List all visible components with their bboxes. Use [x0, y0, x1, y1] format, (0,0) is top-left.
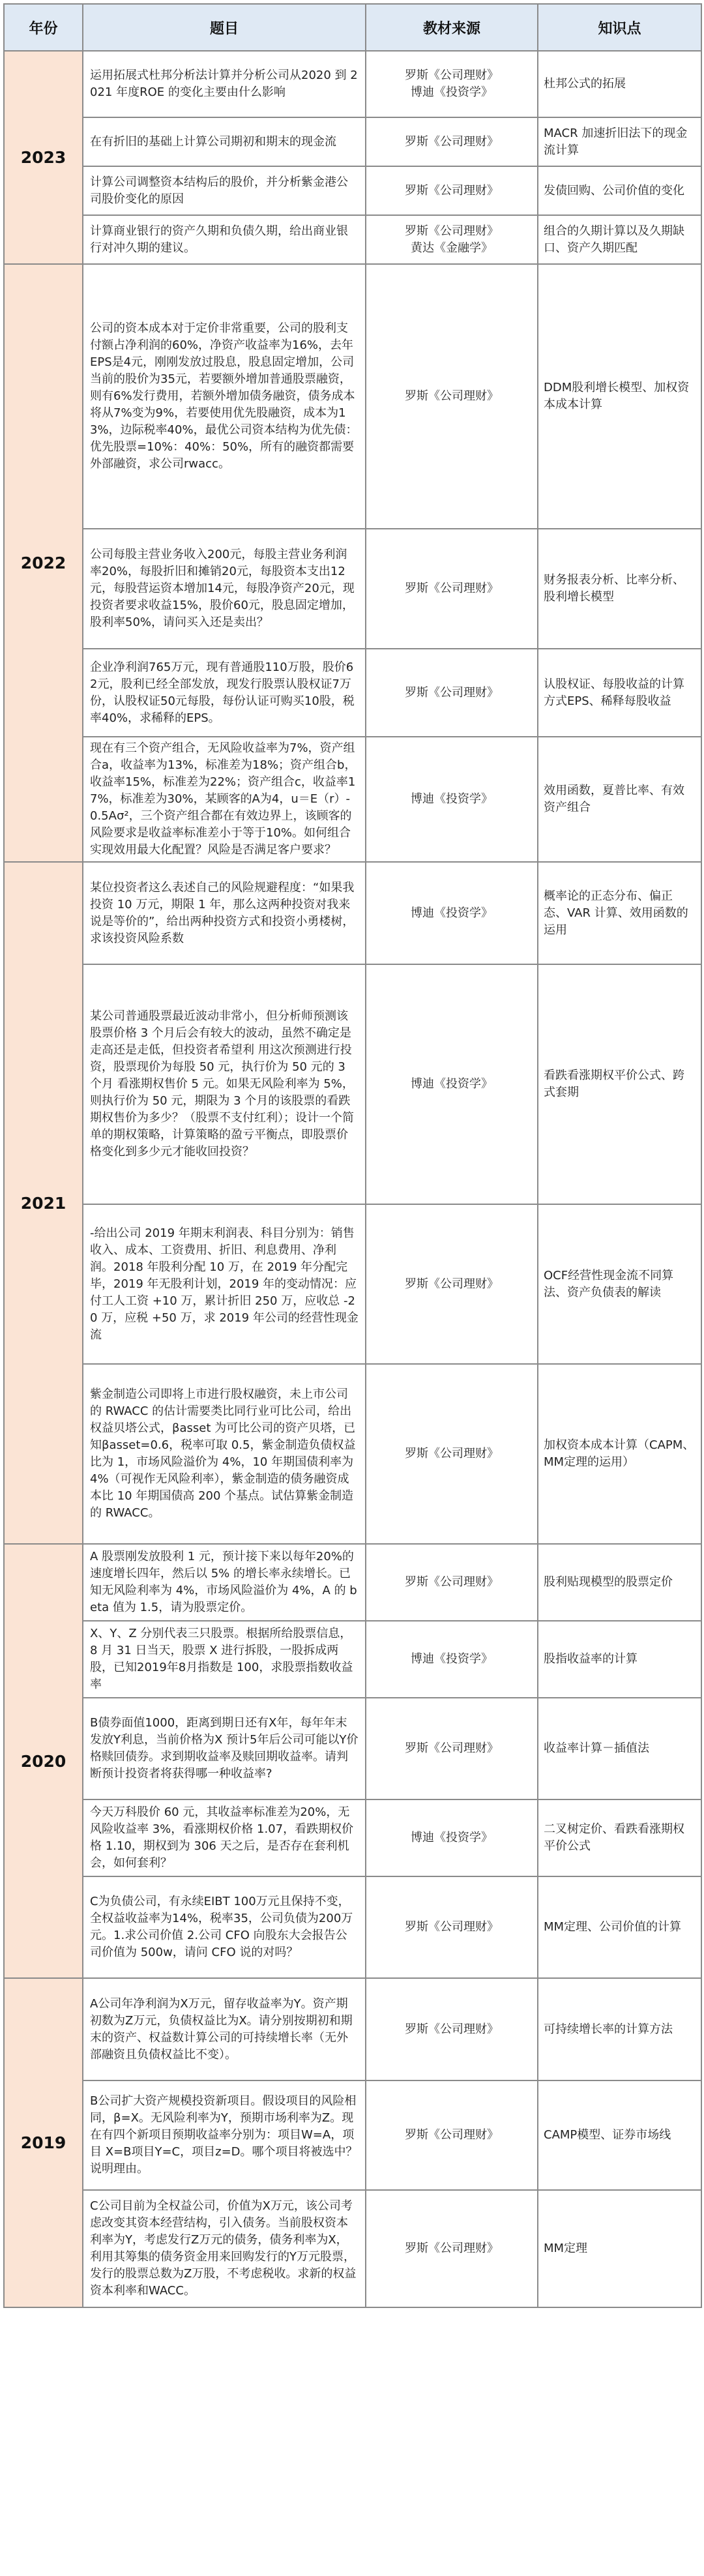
question-cell: 运用拓展式杜邦分析法计算并分析公司从2020 到 2021 年度ROE 的变化主要由什么影响 [83, 51, 366, 117]
source-book: 博迪《投资学》 [411, 1652, 493, 1666]
source-book: 罗斯《公司理财》 [405, 582, 499, 595]
source-book: 博迪《投资学》 [411, 906, 493, 920]
knowledge-cell: 发债回购、公司价值的变化 [538, 166, 701, 215]
table-row [4, 649, 701, 737]
year-cell: 2022 [4, 264, 83, 862]
source-book: 罗斯《公司理财》 [405, 134, 499, 149]
table-row [4, 117, 701, 166]
knowledge-cell: CAMP模型、证券市场线 [538, 2080, 701, 2190]
table-row [4, 964, 701, 1204]
table-row [4, 2080, 701, 2190]
knowledge-cell: OCF经营性现金流不同算法、资产负债表的解读 [538, 1204, 701, 1364]
table-row [4, 2190, 701, 2307]
question-cell: 企业净利润765万元，现有普通股110万股，股价62元，股利已经全部发放，现发行股票认股权证7万份，认股权证50元每股，每份认证可购买10股，税率40%，求稀释的EPS。 [83, 649, 366, 737]
source-book: 罗斯《公司理财》 [405, 224, 499, 238]
question-cell: -给出公司 2019 年期末利润表、科目分别为：销售收入、成本、工资费用、折旧、利息费用、净利润。2018 年股利分配 10 万，在 2019 年分配完毕，2019 年无股利计划，2019 年的变动情况：应付工人工资 +10 万，累计折旧 250 万，应收总 -20 万，应税 +50 万，求 2019 年公司的经营性现金流 [83, 1204, 366, 1364]
knowledge-cell: 财务报表分析、比率分析、股利增长模型 [538, 529, 701, 649]
source-book: 罗斯《公司理财》 [405, 1741, 499, 1755]
table-body [4, 51, 701, 2307]
question-cell: 某公司普通股票最近波动非常小，但分析师预测该股票价格 3 个月后会有较大的波动，虽然不确定是走高还是走低，但投资者希望利 用这次预测进行投资，股票现价为每股 50 元，执行价为 50 元的 3 个月 看涨期权售价 5 元。如果无风险利率为 5%，则执行价为 50 元，期限为 3 个月的该股票的看跌期权售价为多少？（股票不支付红利）；设计一个简单的期权策略，计算策略的盈亏平衡点，即股票价格变化到多少元才能收回投资？ [83, 964, 366, 1204]
source-cell [366, 166, 538, 215]
knowledge-cell: 认股权证、每股收益的计算方式EPS、稀释每股收益 [538, 649, 701, 737]
source-book: 博迪《投资学》 [411, 1831, 493, 1844]
source-cell [366, 2080, 538, 2190]
question-cell: 紫金制造公司即将上市进行股权融资，未上市公司的 RWACC 的估计需要类比同行业可比公司，给出权益贝塔公式，βasset 为可比公司的资产贝塔，已知βasset=0.6，税率可取 0.5，紫金制造负债权益比为 1，市场风险溢价为 4%，10 年期国债利率为 4%（可视作无风险利率），紫金制造的债务融资成本比 10 年期国债高 200 个基点。试估算紫金制造的 RWACC。 [83, 1364, 366, 1544]
header-year: 年份 [4, 4, 83, 51]
table-row [4, 1364, 701, 1544]
knowledge-cell: MACR 加速折旧法下的现金流计算 [538, 117, 701, 166]
question-cell: 在有折旧的基础上计算公司期初和期末的现金流 [83, 117, 366, 166]
source-book: 罗斯《公司理财》 [405, 2242, 499, 2255]
source-cell [366, 1978, 538, 2080]
question-cell: 现在有三个资产组合，无风险收益率为7%，资产组合a，收益率为13%，标准差为18%；资产组合b，收益率15%，标准差为22%；资产组合c，收益率17%，标准差为30%，某顾客的A为4，u＝E（r）-0.5Aσ²，三个资产组合都在有效边界上，该顾客的风险要求是收益率标准差小于等于10%。如何组合实现效用最大化配置？风险是否满足客户要求？ [83, 737, 366, 862]
table-row [4, 215, 701, 264]
source-cell [366, 2190, 538, 2307]
table-row [4, 862, 701, 964]
knowledge-cell: DDM股利增长模型、加权资本成本计算 [538, 264, 701, 529]
source-book: 罗斯《公司理财》 [405, 1447, 499, 1460]
header-knowledge: 知识点 [538, 4, 701, 51]
header-row [4, 4, 701, 51]
header-source: 教材来源 [366, 4, 538, 51]
source-book: 罗斯《公司理财》 [405, 1575, 499, 1589]
source-cell [366, 737, 538, 862]
question-table [3, 3, 702, 2308]
question-cell: 今天万科股价 60 元，其收益率标准差为20%，无风险收益率 3%，看涨期权价格 1.07，看跌期权价格 1.10，期权到为 306 天之后，是否存在套利机会，如何套利？ [83, 1799, 366, 1876]
source-cell [366, 264, 538, 529]
table-row [4, 51, 701, 117]
source-book: 罗斯《公司理财》 [405, 1277, 499, 1291]
source-book: 罗斯《公司理财》 [405, 1920, 499, 1934]
knowledge-cell: MM定理 [538, 2190, 701, 2307]
source-book: 罗斯《公司理财》 [405, 2128, 499, 2142]
table-row [4, 1621, 701, 1698]
question-cell: 计算公司调整资本结构后的股价，并分析紫金港公司股价变化的原因 [83, 166, 366, 215]
table-row [4, 529, 701, 649]
year-cell: 2023 [4, 51, 83, 264]
source-book: 罗斯《公司理财》 [405, 389, 499, 403]
question-cell: 计算商业银行的资产久期和负债久期，给出商业银行对冲久期的建议。 [83, 215, 366, 264]
header-question: 题目 [83, 4, 366, 51]
source-cell [366, 51, 538, 117]
question-cell: A 股票刚发放股利 1 元，预计接下来以每年20%的速度增长四年，然后以 5% 的增长率永续增长。已知无风险利率为 4%，市场风险溢价为 4%，A 的 beta 值为 1.5，请为股票定价。 [83, 1544, 366, 1621]
knowledge-cell: 杜邦公式的拓展 [538, 51, 701, 117]
source-cell [366, 529, 538, 649]
knowledge-cell: 股指收益率的计算 [538, 1621, 701, 1698]
question-cell: X、Y、Z 分别代表三只股票。根据所给股票信息，8 月 31 日当天，股票 X 进行拆股，一股拆成两股，已知2019年8月指数是 100，求股票指数收益率 [83, 1621, 366, 1698]
year-cell: 2021 [4, 862, 83, 1544]
source-cell [366, 1364, 538, 1544]
knowledge-cell: 加权资本成本计算（CAPM、MM定理的运用） [538, 1364, 701, 1544]
knowledge-cell: 可持续增长率的计算方法 [538, 1978, 701, 2080]
table-row [4, 1544, 701, 1621]
question-cell: C为负债公司，有永续EIBT 100万元且保持不变，全权益收益率为14%，税率35，公司负债为200万元。1.求公司价值 2.公司 CFO 向股东大会报告公司价值为 500w，请问 CFO 说的对吗？ [83, 1876, 366, 1978]
question-cell: 公司每股主营业务收入200元，每股主营业务利润率20%，每股折旧和摊销20元，每股资本支出12元，每股营运资本增加14元，每股净资产20元，现投资者要求收益15%，股价60元，股息固定增加，股利率50%，请问买入还是卖出？ [83, 529, 366, 649]
question-cell: B债券面值1000，距离到期日还有X年，每年年末发放Y利息，当前价格为X 预计5年后公司可能以Y价格赎回债券。求到期收益率及赎回期收益率。请判断预计投资者将获得哪一种收益率? [83, 1698, 366, 1799]
source-cell [366, 1621, 538, 1698]
knowledge-cell: MM定理、公司价值的计算 [538, 1876, 701, 1978]
knowledge-cell: 看跌看涨期权平价公式、跨式套期 [538, 964, 701, 1204]
source-cell [366, 215, 538, 264]
source-cell [366, 1544, 538, 1621]
source-cell [366, 117, 538, 166]
table-row [4, 1876, 701, 1978]
source-cell [366, 1698, 538, 1799]
source-book: 罗斯《公司理财》 [405, 68, 499, 82]
knowledge-cell: 二叉树定价、看跌看涨期权平价公式 [538, 1799, 701, 1876]
table-row [4, 737, 701, 862]
knowledge-cell: 效用函数，夏普比率、有效资产组合 [538, 737, 701, 862]
year-cell: 2020 [4, 1544, 83, 1978]
source-book: 博迪《投资学》 [411, 792, 493, 806]
table-row [4, 166, 701, 215]
source-book: 罗斯《公司理财》 [405, 183, 499, 198]
source-book: 罗斯《公司理财》 [405, 685, 499, 700]
question-cell: B公司扩大资产规模投资新项目。假设项目的风险相同，β=X。无风险利率为Y，预期市场利率为Z。现在有四个新项目预期收益率分别为：项目W=A，项目 X=B项目Y=C，项目z=D。哪个项目将被选中？说明理由。 [83, 2080, 366, 2190]
source-cell [366, 964, 538, 1204]
source-cell [366, 1204, 538, 1364]
question-cell: 某位投资者这么表述自己的风险规避程度：“如果我投资 10 万元，期限 1 年，那么这两种投资对我来说是等价的”，给出两种投资方式和投资小勇楼树，求该投资风险系数 [83, 862, 366, 964]
question-cell: 公司的资本成本对于定价非常重要，公司的股利支付额占净利润的60%，净资产收益率为16%，去年EPS是4元，刚刚发放过股息，股息固定增加，公司当前的股价为35元，若要额外增加普通股票融资，则有6%发行费用，若额外增加债务融资，债务成本将从7%变为9%，若要使用优先股融资，成本为13%，边际税率40%，最优公司资本结构为优先债：优先股票=10%：40%：50%，所有的融资都需要外部融资，求公司rwacc。 [83, 264, 366, 529]
knowledge-cell: 收益率计算－插值法 [538, 1698, 701, 1799]
source-book: 博迪《投资学》 [411, 1077, 493, 1091]
question-cell: A公司年净利润为X万元，留存收益率为Y。资产期初数为Z万元，负债权益比为X。请分别按期初和期末的资产、权益数计算公司的可持续增长率（无外部融资且负债权益比不变）。 [83, 1978, 366, 2080]
source-cell [366, 1799, 538, 1876]
source-book: 罗斯《公司理财》 [405, 2022, 499, 2036]
year-cell: 2019 [4, 1978, 83, 2307]
source-cell [366, 649, 538, 737]
knowledge-cell: 概率论的正态分布、偏正态、VAR 计算、效用函数的运用 [538, 862, 701, 964]
table-row [4, 1978, 701, 2080]
source-book: 黄达《金融学》 [411, 241, 493, 255]
knowledge-cell: 组合的久期计算以及久期缺口、资产久期匹配 [538, 215, 701, 264]
source-cell [366, 862, 538, 964]
table-row [4, 1204, 701, 1364]
table-row [4, 1698, 701, 1799]
table-row [4, 264, 701, 529]
source-cell [366, 1876, 538, 1978]
table-row [4, 1799, 701, 1876]
knowledge-cell: 股利贴现模型的股票定价 [538, 1544, 701, 1621]
source-book: 博迪《投资学》 [411, 85, 493, 99]
question-cell: C公司目前为全权益公司，价值为X万元，该公司考虑改变其资本经营结构，引入债务。当前股权资本利率为Y，考虑发行Z万元的债务，债务利率为X，利用其筹集的债务资金用来回购发行的Y万元股票，发行的股票总数为Z万股，不考虑税收。求新的权益资本利率和WACC。 [83, 2190, 366, 2307]
